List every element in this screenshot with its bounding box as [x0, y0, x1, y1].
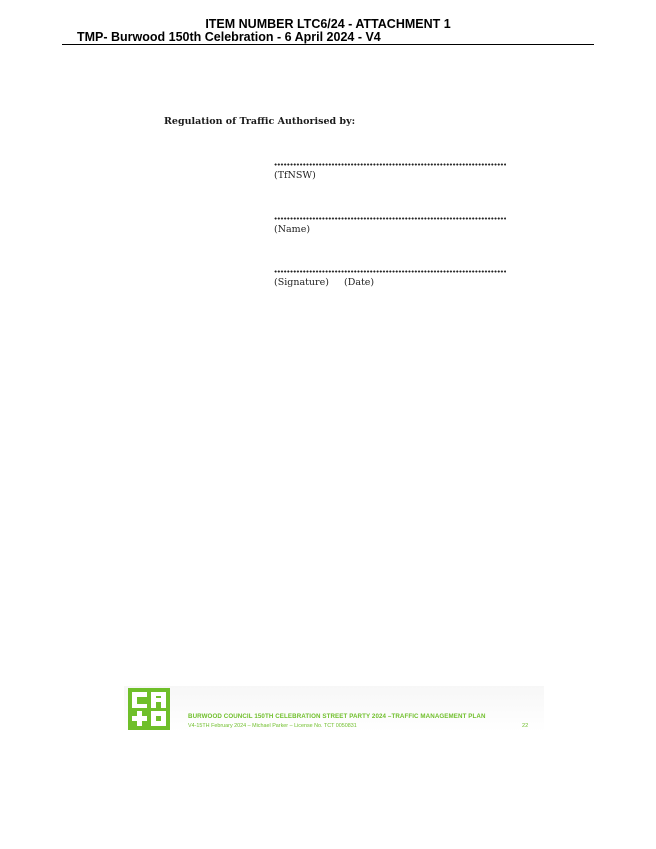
signature-label-tfnsw: (TfNSW)	[274, 170, 316, 181]
signature-label-signature: (Signature)	[274, 277, 329, 288]
signature-label-name: (Name)	[274, 224, 311, 235]
footer-subtitle: V4-15TH February 2024 – Michael Parker – License No. TCT 0050831	[188, 723, 357, 729]
authorisation-heading: Regulation of Traffic Authorised by:	[164, 116, 356, 127]
signature-line-signature	[274, 270, 506, 273]
signature-line-tfnsw	[274, 163, 506, 166]
signature-label-date: (Date)	[344, 277, 375, 288]
ca-to-logo-icon	[128, 688, 170, 730]
tmp-title-header: TMP- Burwood 150th Celebration - 6 April 2024 - V4	[77, 30, 381, 44]
item-number-header: ITEM NUMBER LTC6/24 - ATTACHMENT 1	[205, 17, 451, 31]
footer-page-number: 22	[522, 723, 529, 729]
signature-line-name	[274, 217, 506, 220]
header-rule	[62, 44, 594, 45]
footer-title: BURWOOD COUNCIL 150TH CELEBRATION STREET PARTY 2024 –TRAFFIC MANAGEMENT PLAN	[188, 713, 486, 720]
